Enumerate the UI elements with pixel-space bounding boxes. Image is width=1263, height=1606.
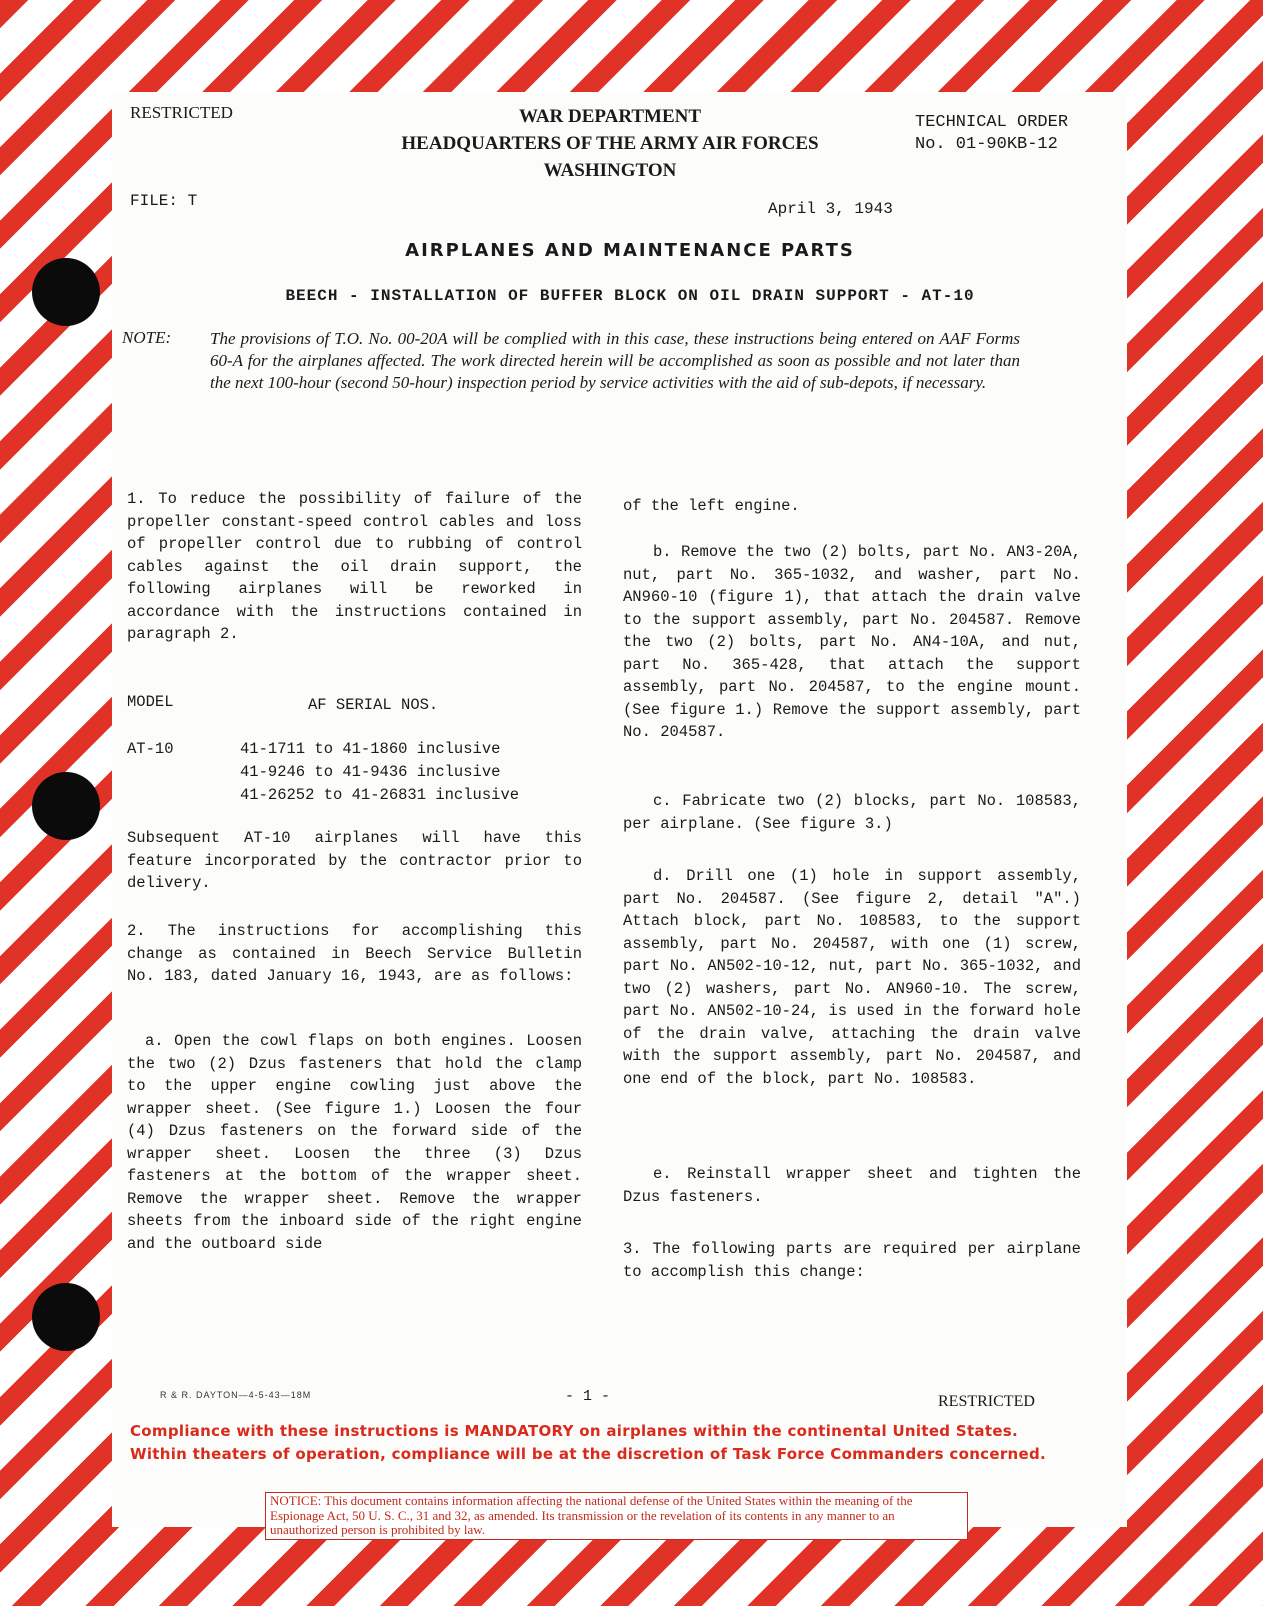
- model-value: AT-10: [127, 740, 174, 758]
- headquarters-name: HEADQUARTERS OF THE ARMY AIR FORCES: [401, 133, 819, 154]
- technical-order-label: TECHNICAL ORDER: [915, 113, 1069, 132]
- classification-top: RESTRICTED: [130, 103, 233, 122]
- notice-text: This document contains information affecting the national defense of the United States within the meaning of the Espionage Act, 50 U. S. C., 31 and 32, as amended. Its transmission or the revelation of its contents in any manner to an unauthorized person is prohibited by law.: [270, 1493, 913, 1537]
- step-d-text: Drill one (1) hole in support assembly, part No. 204587. (See figure 2, detail "A".) Attach block, part No. 108583, to the support assembly, part No. 204587, with one (1) screw, part No. AN502-10-12, nut, part No. 365-1032, and two (2) washers, part No. AN960-10. The screw, part No. AN502-10-24, is used in the forward hole of the drain valve, attaching the drain valve with the support assembly, part No. 204587, and one end of the block, part No. 108583.: [623, 867, 1081, 1088]
- compliance-line-2: Within theaters of operation, compliance will be at the discretion of Task Force Commanders concerned.: [130, 1445, 1047, 1463]
- binder-hole-middle: [32, 772, 100, 840]
- serial-range-1: 41-1711 to 41-1860 inclusive: [240, 740, 501, 758]
- paragraph-1: 1. To reduce the possibility of failure of the propeller constant-speed control cables and loss of propeller control due to rubbing of control cables against the oil drain support, the following airplanes will be reworked in accordance with the instructions contained in paragraph 2.: [127, 490, 582, 643]
- step-e-text: Reinstall wrapper sheet and tighten the Dzus fasteners.: [623, 1165, 1081, 1206]
- step-c: [623, 790, 1081, 835]
- espionage-notice-box: [265, 1492, 968, 1540]
- step-d-letter: d.: [653, 867, 672, 885]
- department-name: WAR DEPARTMENT: [518, 106, 702, 127]
- binder-hole-top: [32, 258, 100, 326]
- step-b-letter: b.: [653, 543, 672, 561]
- printer-code: R & R. DAYTON—4-5-43—18M: [160, 1390, 312, 1400]
- technical-order-number: No. 01-90KB-12: [915, 135, 1058, 154]
- document-title: AIRPLANES AND MAINTENANCE PARTS: [405, 240, 855, 261]
- step-a-continuation: of the left engine.: [623, 497, 800, 515]
- classification-bottom: RESTRICTED: [938, 1393, 1035, 1410]
- step-b: [623, 541, 1081, 744]
- step-a: [127, 1030, 582, 1255]
- note-label: NOTE:: [122, 328, 172, 347]
- compliance-line-1: Compliance with these instructions is MANDATORY on airplanes within the continental United States.: [130, 1422, 1019, 1440]
- paragraph-2: 2. The instructions for accomplishing this change as contained in Beech Service Bulletin No. 183, dated January 16, 1943, are as follows:: [127, 922, 582, 985]
- issuing-authority: [330, 103, 890, 184]
- paragraph-3: 3. The following parts are required per airplane to accomplish this change:: [623, 1240, 1081, 1281]
- step-e: [623, 1163, 1081, 1208]
- model-column-header: MODEL: [127, 693, 174, 711]
- city-name: WASHINGTON: [543, 160, 677, 181]
- step-c-text: Fabricate two (2) blocks, part No. 108583, per airplane. (See figure 3.): [623, 792, 1081, 833]
- step-e-letter: e.: [653, 1165, 672, 1183]
- technical-order-block: [915, 112, 1068, 156]
- serial-range-2: 41-9246 to 41-9436 inclusive: [240, 763, 501, 781]
- serial-column-header: AF SERIAL NOS.: [308, 696, 439, 714]
- step-b-text: Remove the two (2) bolts, part No. AN3-20A, nut, part No. 365-1032, and washer, part No. AN960-10 (figure 1), that attach the drain valve to the support assembly, part No. 204587. Remove the two (2) bolts, part No. AN4-10A, and nut, part No. 365-428, that attach the support assembly, part No. 204587, to the engine mount. (See figure 1.) Remove the support assembly, part No. 204587.: [623, 543, 1081, 741]
- document-subtitle: BEECH - INSTALLATION OF BUFFER BLOCK ON OIL DRAIN SUPPORT - AT-10: [285, 287, 975, 305]
- file-reference: FILE: T: [130, 192, 198, 210]
- step-a-letter: a.: [145, 1032, 164, 1050]
- compliance-statement: [130, 1420, 1100, 1466]
- serial-range-3: 41-26252 to 41-26831 inclusive: [240, 786, 520, 804]
- subsequent-note: Subsequent AT-10 airplanes will have this feature incorporated by the contractor prior to delivery.: [127, 829, 582, 892]
- note-text: The provisions of T.O. No. 00-20A will be complied with in this case, these instructions being entered on AAF Forms 60-A for the airplanes affected. The work directed herein will be accomplished as soon as possible and not later than the next 100-hour (second 50-hour) inspection period by service activities with the aid of sub-depots, if necessary.: [210, 329, 1020, 392]
- notice-label: NOTICE:: [270, 1493, 322, 1508]
- page-number: - 1 -: [565, 1388, 611, 1405]
- step-c-letter: c.: [653, 792, 672, 810]
- binder-hole-bottom: [32, 1283, 100, 1351]
- step-d: [623, 865, 1081, 1090]
- step-a-text: Open the cowl flaps on both engines. Loosen the two (2) Dzus fasteners that hold the clamp to the upper engine cowling just above the wrapper sheet. (See figure 1.) Loosen the four (4) Dzus fasteners on the forward side of the wrapper sheet. Loosen the three (3) Dzus fasteners at the bottom of the wrapper sheet. Remove the wrapper sheet. Remove the wrapper sheets from the inboard side of the right engine and the outboard side: [127, 1032, 582, 1253]
- issue-date: April 3, 1943: [768, 200, 893, 218]
